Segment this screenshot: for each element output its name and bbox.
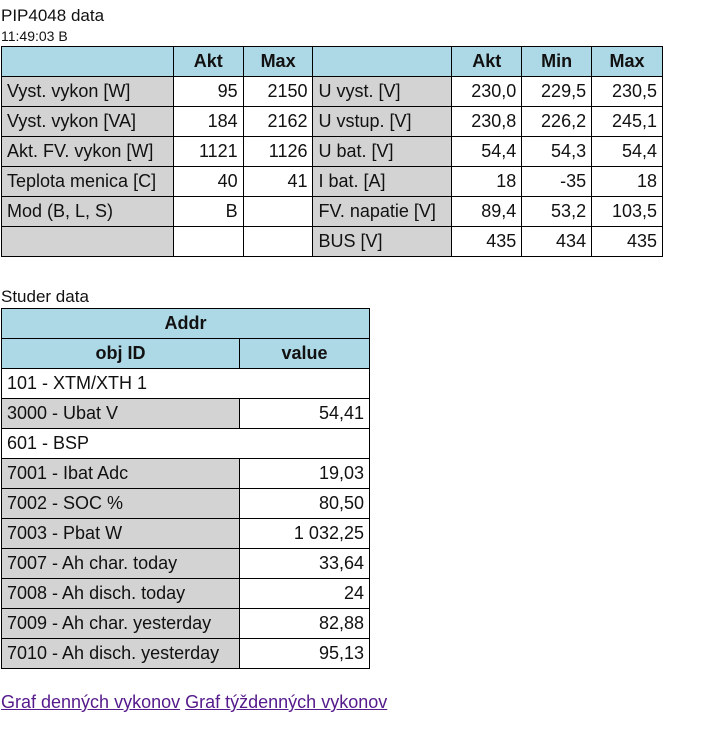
- pip-value-cell: 435: [452, 227, 522, 257]
- studer-header-row: [2, 339, 370, 369]
- studer-obj-value: 1 032,25: [240, 519, 370, 549]
- pip-value-cell: 229,5: [522, 77, 592, 107]
- pip-value-cell: 434: [522, 227, 592, 257]
- pip-label-cell: I bat. [A]: [313, 167, 452, 197]
- pip-label-cell: Vyst. vykon [VA]: [2, 107, 174, 137]
- pip-value-cell: 41: [243, 167, 313, 197]
- pip-value-cell: 53,2: [522, 197, 592, 227]
- pip-value-cell: 226,2: [522, 107, 592, 137]
- daily-chart-link[interactable]: Graf denných vykonov: [1, 692, 181, 712]
- pip-label-cell: FV. napatie [V]: [313, 197, 452, 227]
- pip-value-cell: 1126: [243, 137, 313, 167]
- studer-obj-value: 24: [240, 579, 370, 609]
- studer-obj-label: 7008 - Ah disch. today: [2, 579, 240, 609]
- pip-header-cell: Max: [243, 47, 313, 77]
- studer-obj-value: 19,03: [240, 459, 370, 489]
- pip-value-cell: 18: [592, 167, 663, 197]
- pip-value-cell: 89,4: [452, 197, 522, 227]
- pip-row: [2, 77, 663, 107]
- links-bar: [1, 692, 387, 713]
- studer-item-row: [2, 639, 370, 669]
- studer-obj-value: 95,13: [240, 639, 370, 669]
- studer-obj-label: 7003 - Pbat W: [2, 519, 240, 549]
- pip-value-cell: [173, 227, 243, 257]
- pip-value-cell: 230,5: [592, 77, 663, 107]
- studer-group-label: 601 - BSP: [2, 429, 370, 459]
- pip-row: [2, 137, 663, 167]
- studer-item-row: [2, 519, 370, 549]
- pip-label-cell: [2, 227, 174, 257]
- studer-obj-label: 7002 - SOC %: [2, 489, 240, 519]
- pip-header-cell: [2, 47, 174, 77]
- pip-value-cell: 54,4: [452, 137, 522, 167]
- studer-group-label: 101 - XTM/XTH 1: [2, 369, 370, 399]
- pip-value-cell: -35: [522, 167, 592, 197]
- pip-value-cell: 54,4: [592, 137, 663, 167]
- studer-obj-value: 54,41: [240, 399, 370, 429]
- pip-label-cell: BUS [V]: [313, 227, 452, 257]
- studer-data-table: [1, 308, 370, 669]
- studer-group-row: [2, 429, 370, 459]
- pip-value-cell: [243, 227, 313, 257]
- weekly-chart-link[interactable]: Graf týždenných vykonov: [185, 692, 388, 712]
- pip-label-cell: U vstup. [V]: [313, 107, 452, 137]
- studer-obj-label: 7009 - Ah char. yesterday: [2, 609, 240, 639]
- pip-value-cell: 95: [173, 77, 243, 107]
- studer-obj-label: 7010 - Ah disch. yesterday: [2, 639, 240, 669]
- studer-item-row: [2, 579, 370, 609]
- pip-value-cell: [243, 197, 313, 227]
- pip-value-cell: 1121: [173, 137, 243, 167]
- pip-value-cell: 103,5: [592, 197, 663, 227]
- pip-value-cell: 230,8: [452, 107, 522, 137]
- addr-header: Addr: [2, 309, 370, 339]
- pip-label-cell: Mod (B, L, S): [2, 197, 174, 227]
- studer-group-row: [2, 369, 370, 399]
- pip-value-cell: 54,3: [522, 137, 592, 167]
- studer-section-title: Studer data: [1, 287, 89, 306]
- pip-label-cell: Vyst. vykon [W]: [2, 77, 174, 107]
- pip-value-cell: 18: [452, 167, 522, 197]
- studer-item-row: [2, 609, 370, 639]
- pip-header-cell: [313, 47, 452, 77]
- studer-item-row: [2, 549, 370, 579]
- studer-item-row: [2, 399, 370, 429]
- pip-value-cell: 230,0: [452, 77, 522, 107]
- studer-obj-label: 3000 - Ubat V: [2, 399, 240, 429]
- pip-value-cell: 184: [173, 107, 243, 137]
- studer-item-row: [2, 459, 370, 489]
- pip-header-row: [2, 47, 663, 77]
- pip-value-cell: 2162: [243, 107, 313, 137]
- pip-label-cell: Teplota menica [C]: [2, 167, 174, 197]
- pip-label-cell: U vyst. [V]: [313, 77, 452, 107]
- pip-value-cell: B: [173, 197, 243, 227]
- obj-id-header: obj ID: [2, 339, 240, 369]
- pip-row: [2, 227, 663, 257]
- pip-header-cell: Akt: [452, 47, 522, 77]
- pip-header-cell: Max: [592, 47, 663, 77]
- studer-obj-value: 33,64: [240, 549, 370, 579]
- pip-value-cell: 40: [173, 167, 243, 197]
- studer-obj-value: 82,88: [240, 609, 370, 639]
- page-title: PIP4048 data: [1, 6, 105, 25]
- pip-label-cell: Akt. FV. vykon [W]: [2, 137, 174, 167]
- value-header: value: [240, 339, 370, 369]
- pip-value-cell: 435: [592, 227, 663, 257]
- studer-item-row: [2, 489, 370, 519]
- studer-obj-label: 7001 - Ibat Adc: [2, 459, 240, 489]
- pip-row: [2, 167, 663, 197]
- timestamp: 11:49:03 B: [1, 28, 68, 44]
- studer-addr-row: [2, 309, 370, 339]
- pip-data-table: [1, 46, 663, 257]
- studer-obj-label: 7007 - Ah char. today: [2, 549, 240, 579]
- pip-value-cell: 2150: [243, 77, 313, 107]
- pip-row: [2, 107, 663, 137]
- pip-label-cell: U bat. [V]: [313, 137, 452, 167]
- pip-header-cell: Min: [522, 47, 592, 77]
- pip-row: [2, 197, 663, 227]
- studer-obj-value: 80,50: [240, 489, 370, 519]
- pip-value-cell: 245,1: [592, 107, 663, 137]
- pip-header-cell: Akt: [173, 47, 243, 77]
